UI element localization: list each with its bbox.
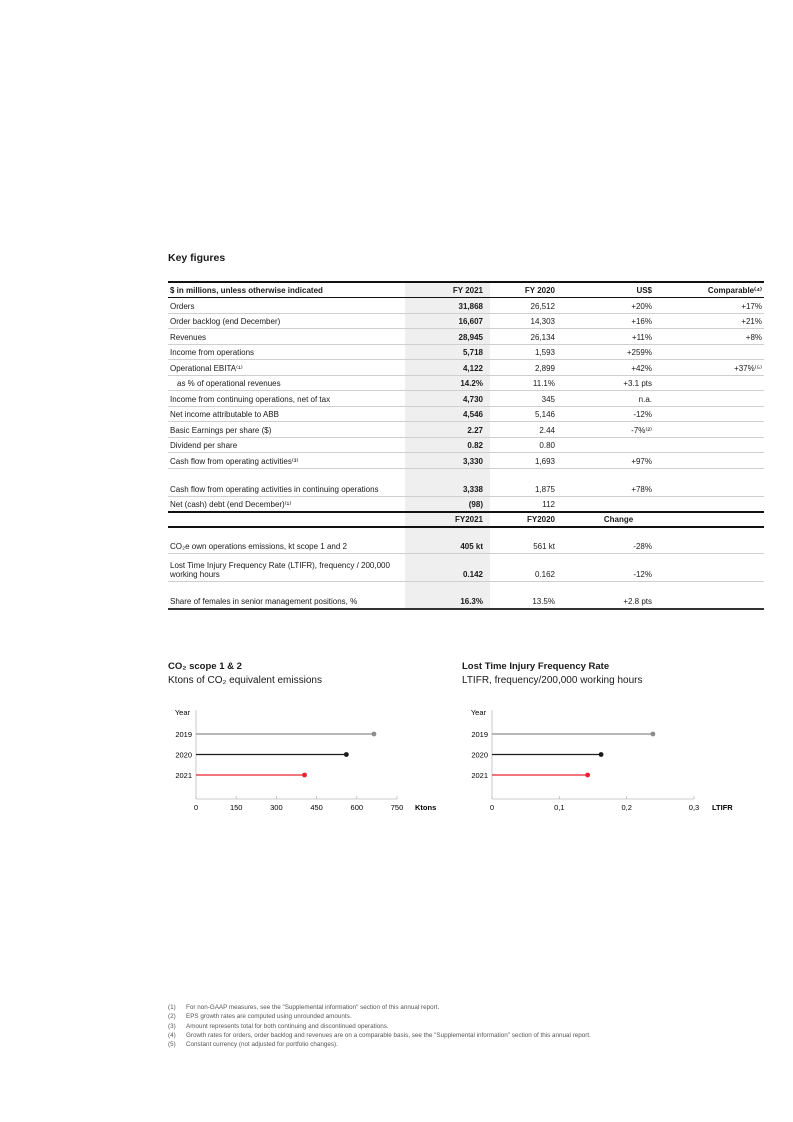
footnote-number: (2) <box>168 1013 176 1021</box>
ltifr-chart <box>462 661 733 812</box>
cell: 0.80 <box>490 437 575 453</box>
lollipop-dot <box>585 773 590 778</box>
cell: +37%⁽⁵⁾ <box>660 360 764 376</box>
lollipop-dot <box>651 732 656 737</box>
cell <box>660 344 764 360</box>
table-row <box>168 468 764 496</box>
footnote-text: Amount represents total for both continuing and discontinued operations. <box>186 1022 389 1030</box>
cell: -28% <box>575 538 660 554</box>
row-label: Operational EBITA⁽¹⁾ <box>168 360 405 376</box>
cell: 4,122 <box>405 360 490 376</box>
cell: 3,338 <box>405 468 490 496</box>
x-tick-label: 150 <box>229 803 243 812</box>
footnote-number: (5) <box>168 1041 176 1049</box>
cell: 2.44 <box>490 422 575 438</box>
cell <box>660 391 764 407</box>
chart-subtitle: LTIFR, frequency/200,000 working hours <box>462 675 643 686</box>
y-axis-label: Year <box>174 708 190 717</box>
footnotes <box>168 1003 591 1049</box>
cell <box>660 453 764 469</box>
footnote-number: (1) <box>168 1004 176 1011</box>
row-label <box>168 512 405 527</box>
cell: 1,593 <box>490 344 575 360</box>
cell: FY2020 <box>490 512 575 527</box>
cell: 0.142 <box>405 553 490 581</box>
table-row <box>168 391 764 407</box>
cell: 11.1% <box>490 375 575 391</box>
cell: 14,303 <box>490 313 575 329</box>
row-label: $ in millions, unless otherwise indicated <box>168 282 405 298</box>
row-label: as % of operational revenues <box>168 375 405 391</box>
x-tick-label: 0,2 <box>621 803 632 812</box>
row-label: Net income attributable to ABB <box>168 406 405 422</box>
cell: +16% <box>575 313 660 329</box>
cell: -12% <box>575 553 660 581</box>
x-tick-label: 0 <box>193 803 199 812</box>
cell: 31,868 <box>405 298 490 314</box>
footnote <box>168 1040 591 1049</box>
cell <box>660 553 764 581</box>
table-header-2 <box>168 512 764 527</box>
table-row <box>168 344 764 360</box>
x-tick-label: 0,1 <box>554 803 565 812</box>
cell: 16.3% <box>405 581 490 609</box>
cell <box>660 512 764 527</box>
cell: -7%⁽²⁾ <box>575 422 660 438</box>
row-label: CO₂e own operations emissions, kt scope 1 and 2 <box>168 538 405 554</box>
x-tick-label: 0 <box>489 803 495 812</box>
cell <box>660 406 764 422</box>
row-label: Orders <box>168 298 405 314</box>
cell: +3.1 pts <box>575 375 660 391</box>
cell: +259% <box>575 344 660 360</box>
row-label: Revenues <box>168 329 405 345</box>
cell: n.a. <box>575 391 660 407</box>
footnote <box>168 1003 591 1012</box>
lollipop-dot <box>302 773 307 778</box>
cell: Change <box>575 512 660 527</box>
x-tick-label: 450 <box>310 803 323 812</box>
footnote-text: EPS growth rates are computed using unrounded amounts. <box>186 1013 352 1021</box>
footnote-text: Constant currency (not adjusted for portfolio changes). <box>186 1041 338 1049</box>
footnote-number: (4) <box>168 1031 176 1039</box>
row-label: Share of females in senior management positions, % <box>168 581 405 609</box>
x-axis-label: Ktons <box>415 803 437 812</box>
footnote <box>168 1022 591 1031</box>
cell: (98) <box>405 496 490 512</box>
table-header <box>168 282 764 298</box>
cell: 0.162 <box>490 553 575 581</box>
y-tick-label: 2019 <box>175 730 192 739</box>
cell <box>660 496 764 512</box>
lollipop-dot <box>599 752 604 757</box>
cell: +42% <box>575 360 660 376</box>
cell: FY 2021 <box>405 282 490 298</box>
y-tick-label: 2020 <box>175 750 192 760</box>
row-label: Income from continuing operations, net of tax <box>168 391 405 407</box>
footnote-text: Growth rates for orders, order backlog and revenues are on a comparable basis, see the "Supplemental information" section of this annual report. <box>186 1031 591 1039</box>
y-tick-label: 2019 <box>471 730 488 739</box>
cell <box>660 581 764 609</box>
footnote-number: (3) <box>168 1022 176 1030</box>
cell: +21% <box>660 313 764 329</box>
lollipop-dot <box>344 752 349 757</box>
cell: 4,546 <box>405 406 490 422</box>
cell: 5,718 <box>405 344 490 360</box>
cell: 561 kt <box>490 538 575 554</box>
row-label: Order backlog (end December) <box>168 313 405 329</box>
table-row <box>168 298 764 314</box>
y-tick-label: 2020 <box>471 750 488 760</box>
footnote-text: For non-GAAP measures, see the "Supplemental information" section of this annual report. <box>186 1004 440 1011</box>
table-row <box>168 453 764 469</box>
row-label: Basic Earnings per share ($) <box>168 422 405 438</box>
table-row <box>168 553 764 581</box>
cell: 28,945 <box>405 329 490 345</box>
cell: +8% <box>660 329 764 345</box>
cell <box>575 437 660 453</box>
cell: +17% <box>660 298 764 314</box>
row-label: Cash flow from operating activities⁽³⁾ <box>168 453 405 469</box>
cell: +20% <box>575 298 660 314</box>
x-axis-label: LTIFR <box>712 803 733 812</box>
cell: 14.2% <box>405 375 490 391</box>
chart-title: CO₂ scope 1 & 2 <box>168 661 242 672</box>
cell: 2,899 <box>490 360 575 376</box>
cell: 2.27 <box>405 422 490 438</box>
cell: 4,730 <box>405 391 490 407</box>
cell: US$ <box>575 282 660 298</box>
cell: +11% <box>575 329 660 345</box>
cell: 16,607 <box>405 313 490 329</box>
table-row <box>168 375 764 391</box>
y-axis-label: Year <box>470 708 486 717</box>
cell <box>660 375 764 391</box>
cell: 13.5% <box>490 581 575 609</box>
cell: 3,330 <box>405 453 490 469</box>
key-figures-table <box>168 281 764 610</box>
chart-title: Lost Time Injury Frequency Rate <box>462 661 610 672</box>
cell <box>575 496 660 512</box>
table-row <box>168 313 764 329</box>
cell: +2.8 pts <box>575 581 660 609</box>
page-title: Key figures <box>168 252 226 264</box>
x-tick-label: 600 <box>350 803 364 812</box>
row-label: Income from operations <box>168 344 405 360</box>
cell: 405 kt <box>405 538 490 554</box>
cell: FY2021 <box>405 512 490 527</box>
x-tick-label: 300 <box>270 803 283 812</box>
y-tick-label: 2021 <box>175 771 192 780</box>
table-row <box>168 437 764 453</box>
cell: Comparable⁽⁴⁾ <box>660 282 764 298</box>
cell: 345 <box>490 391 575 407</box>
table-row <box>168 406 764 422</box>
table-row <box>168 329 764 345</box>
footnote <box>168 1031 591 1040</box>
table-row <box>168 422 764 438</box>
row-label: Net (cash) debt (end December)⁽¹⁾ <box>168 496 405 512</box>
table-row <box>168 360 764 376</box>
table-row <box>168 581 764 609</box>
cell: 26,134 <box>490 329 575 345</box>
row-label: Dividend per share <box>168 437 405 453</box>
co2-chart <box>168 661 437 812</box>
cell: FY 2020 <box>490 282 575 298</box>
y-tick-label: 2021 <box>471 771 488 780</box>
cell: +78% <box>575 468 660 496</box>
cell: -12% <box>575 406 660 422</box>
chart-subtitle: Ktons of CO₂ equivalent emissions <box>168 675 322 686</box>
cell: +97% <box>575 453 660 469</box>
row-label: Lost Time Injury Frequency Rate (LTIFR), frequency / 200,000 working hours <box>168 553 405 581</box>
cell: 5,146 <box>490 406 575 422</box>
table-row <box>168 538 764 554</box>
row-label: Cash flow from operating activities in continuing operations <box>168 468 405 496</box>
cell: 1,693 <box>490 453 575 469</box>
cell: 26,512 <box>490 298 575 314</box>
cell: 1,875 <box>490 468 575 496</box>
cell <box>660 422 764 438</box>
footnote <box>168 1012 591 1021</box>
lollipop-dot <box>372 732 377 737</box>
table-row <box>168 496 764 512</box>
x-tick-label: 0,3 <box>688 803 700 812</box>
cell <box>660 538 764 554</box>
cell <box>660 437 764 453</box>
cell: 112 <box>490 496 575 512</box>
x-tick-label: 750 <box>390 803 404 812</box>
cell <box>660 468 764 496</box>
cell: 0.82 <box>405 437 490 453</box>
